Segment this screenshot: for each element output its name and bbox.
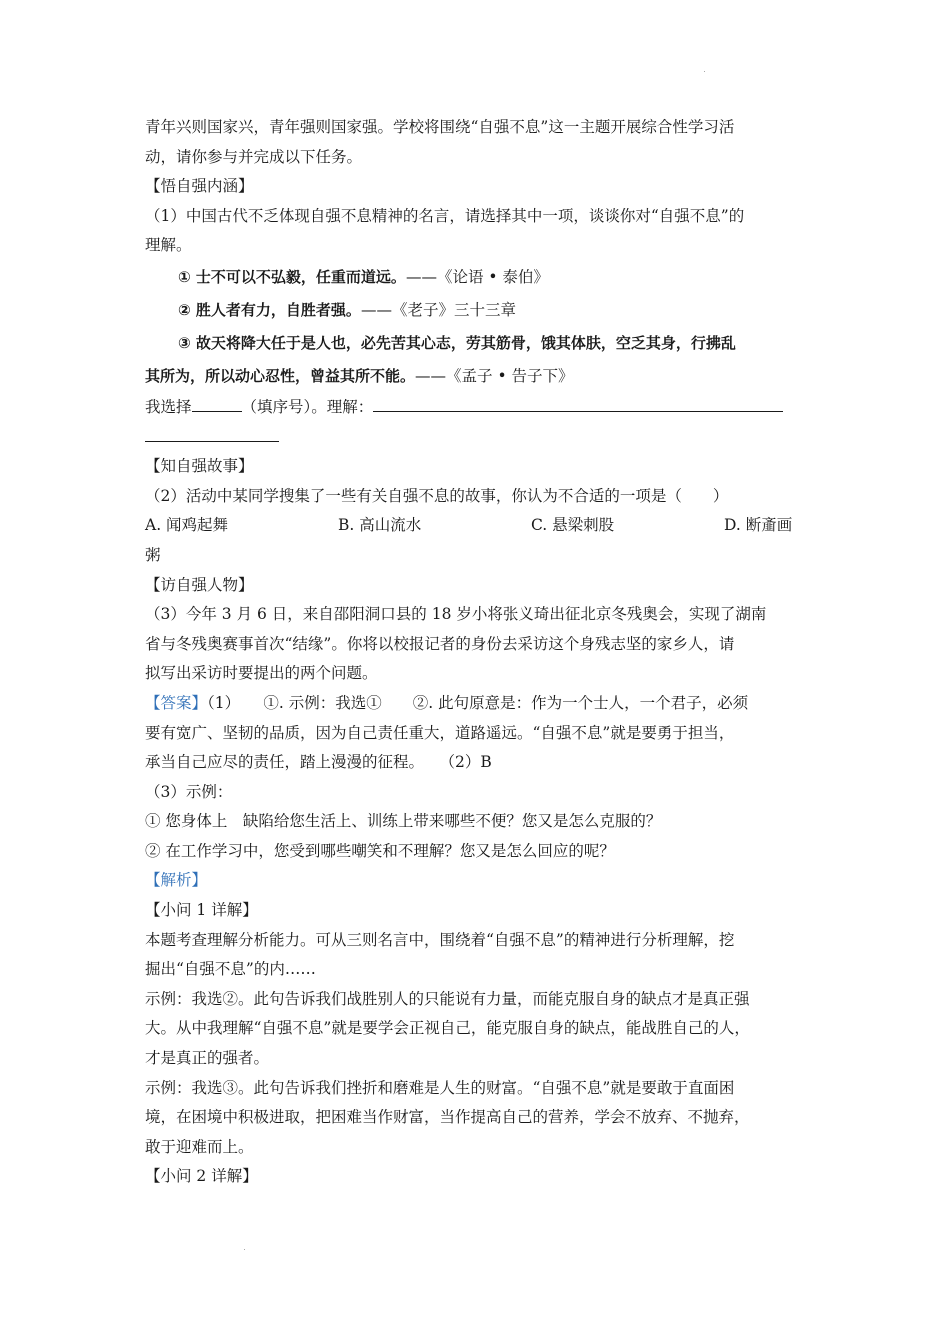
section-heading-interview: 【访自强人物】	[145, 575, 254, 594]
page-mark-top: ·	[703, 66, 706, 76]
answer-fill-line-2	[145, 423, 807, 453]
quote-1	[145, 261, 807, 294]
answer-prefix: 我选择	[145, 397, 192, 416]
answer-line-3: 承当自己应尽的责任，踏上漫漫的征程。 （2）B	[145, 753, 492, 772]
question-1-line-2: 理解。	[145, 236, 192, 255]
sub-question-2-heading: 【小问 2 详解】	[145, 1167, 258, 1186]
understanding-blank[interactable]	[373, 393, 783, 412]
answer-fill-line	[145, 393, 807, 423]
analysis-p2-line-3: 才是真正的强者。	[145, 1049, 270, 1068]
section-heading-meaning: 【悟自强内涵】	[145, 177, 254, 196]
answer-middle: （填序号）。理解：	[241, 397, 374, 416]
question-3-line-3: 拟写出采访时要提出的两个问题。	[145, 664, 378, 683]
analysis-p1-line-1: 本题考查理解分析能力。可从三则名言中，围绕着“自强不息”的精神进行分析理解，挖	[145, 930, 735, 949]
question-1-line-1: （1）中国古代不乏体现自强不息精神的名言，请选择其中一项，谈谈你对“自强不息”的	[145, 206, 745, 225]
answer-label: 【答案】	[145, 693, 208, 712]
intro-line-2: 动，请你参与并完成以下任务。	[145, 147, 363, 166]
quote-3-source: ——《孟子 • 告子下》	[415, 366, 574, 385]
answer-text-1: （1） ①. 示例：我选① ②. 此句原意是：作为一个士人，一个君子，必须	[207, 693, 749, 712]
sub-question-1-heading: 【小问 1 详解】	[145, 901, 258, 920]
quote-2-text: ② 胜人者有力，自胜者强。	[178, 300, 361, 319]
choice-blank[interactable]	[192, 393, 242, 412]
question-3-line-2: 省与冬残奥赛事首次“结缘”。你将以校报记者的身份去采访这个身残志坚的家乡人，请	[145, 634, 735, 653]
quote-3-text-1: ③ 故天将降大任于是人也，必先苦其心志，劳其筋骨，饿其体肤，空乏其身，行拂乱	[178, 333, 736, 352]
answer-line-4: （3）示例：	[145, 782, 233, 801]
analysis-p3-line-3: 敢于迎难而上。	[145, 1137, 254, 1156]
page-mark-bottom: ·	[243, 1244, 246, 1254]
answer-line-1	[145, 689, 807, 719]
section-heading-stories: 【知自强故事】	[145, 457, 254, 476]
analysis-p2-line-1: 示例：我选②。此句告诉我们战胜别人的只能说有力量，而能克服自身的缺点才是真正强	[145, 989, 750, 1008]
quote-3-line-2	[145, 360, 807, 393]
quote-2	[145, 294, 807, 327]
quote-3-line-1	[145, 327, 807, 360]
quote-3-text-2: 其所为，所以动心忍性，曾益其所不能。	[145, 366, 416, 385]
answer-line-6: ② 在工作学习中，您受到哪些嘲笑和不理解？您又是怎么回应的呢？	[145, 841, 615, 860]
quote-2-source: ——《老子》三十三章	[360, 300, 516, 319]
analysis-p3-line-2: 境，在困境中积极进取，把困难当作财富，当作提高自己的营养，学会不放弃、不抛弃，	[145, 1108, 750, 1127]
analysis-p3-line-1: 示例：我选③。此句告诉我们挫折和磨难是人生的财富。“自强不息”就是要敢于直面困	[145, 1078, 735, 1097]
intro-line-1: 青年兴则国家兴，青年强则国家强。学校将围绕“自强不息”这一主题开展综合性学习活	[145, 118, 735, 136]
option-d-wrap: 粥	[145, 545, 161, 564]
option-c: C. 悬梁刺股	[531, 516, 615, 535]
answer-line-2: 要有宽广、坚韧的品质，因为自己责任重大，道路遥远。“自强不息”就是要勇于担当，	[145, 723, 735, 742]
option-d: D. 断齑画	[724, 516, 793, 535]
question-2-options	[145, 511, 807, 541]
quote-1-source: ——《论语 • 泰伯》	[405, 267, 549, 286]
quote-1-text: ① 士不可以不弘毅，任重而道远。	[178, 267, 406, 286]
option-a: A. 闻鸡起舞	[145, 516, 229, 535]
analysis-label: 【解析】	[145, 871, 208, 890]
question-3-line-1: （3）今年 3 月 6 日，来自邵阳洞口县的 18 岁小将张义琦出征北京冬残奥会，实现了湖南	[145, 605, 767, 624]
option-b: B. 高山流水	[338, 516, 422, 535]
question-2: （2）活动中某同学搜集了一些有关自强不息的故事，你认为不合适的一项是（ ）	[145, 486, 729, 505]
answer-line-5: ① 您身体上 缺陷给您生活上、训练上带来哪些不便？您又是怎么克服的？	[145, 812, 662, 831]
understanding-blank-continued[interactable]	[145, 423, 279, 442]
analysis-p1-line-2: 掘出“自强不息”的内……	[145, 960, 316, 979]
document-page	[145, 113, 807, 1192]
analysis-p2-line-2: 大。从中我理解“自强不息”就是要学会正视自己，能克服自身的缺点，能战胜自己的人，	[145, 1019, 750, 1038]
